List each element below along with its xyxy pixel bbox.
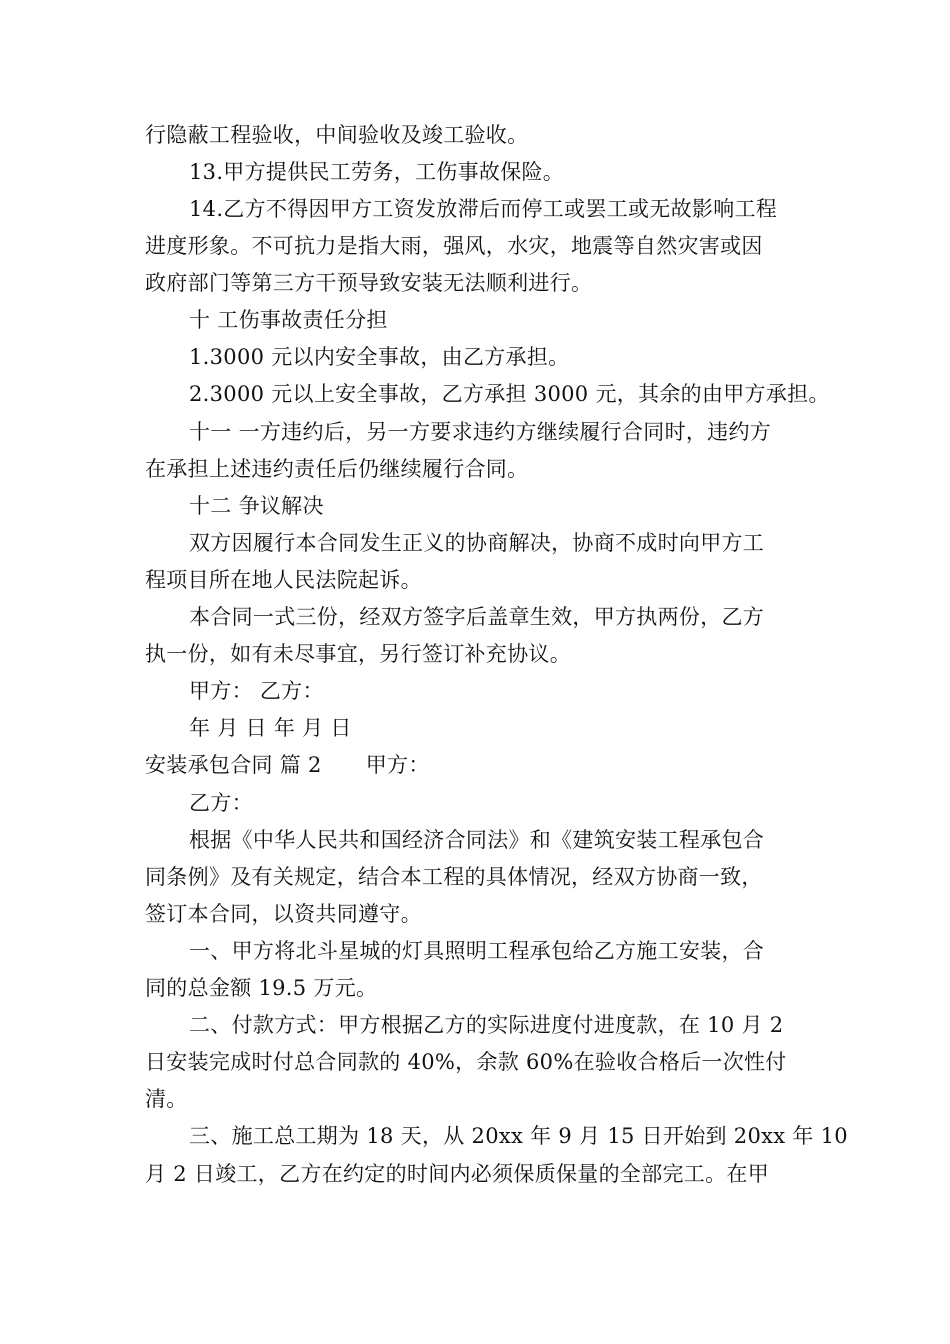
party-a-label: 甲方： [365,753,430,777]
text-line: 行隐蔽工程验收，中间验收及竣工验收。 [145,123,529,147]
clause-10-2: 2.3000 元以上安全事故，乙方承担 3000 元，其余的由甲方承担。 [189,382,830,406]
text-line: 程项目所在地人民法院起诉。 [145,568,422,592]
article-1: 一、甲方将北斗星城的灯具照明工程承包给乙方施工安装，合 [189,939,765,963]
signature-dates: 年 月 日 年 月 日 [189,716,352,740]
copies-paragraph: 本合同一式三份，经双方签字后盖章生效，甲方执两份，乙方 [189,605,765,629]
signature-parties: 甲方： 乙方： [189,679,324,703]
party-b-label: 乙方： [189,791,253,815]
text-line: 政府部门等第三方干预导致安装无法顺利进行。 [145,271,593,295]
text-line: 清。 [145,1087,188,1111]
text-line: 进度形象。不可抗力是指大雨，强风，水灾，地震等自然灾害或因 [145,234,763,258]
text-line: 签订本合同，以资共同遵守。 [145,902,422,926]
section-heading-10: 十 工伤事故责任分担 [189,308,388,332]
section-11: 十一 一方违约后，另一方要求违约方继续履行合同时，违约方 [189,420,772,444]
clause-13: 13.甲方提供民工劳务，工伤事故保险。 [189,160,565,184]
text-line: 同的总金额 19.5 万元。 [145,976,378,1000]
basis-paragraph: 根据《中华人民共和国经济合同法》和《建筑安装工程承包合 [189,828,765,852]
contract-2-title: 安装承包合同 篇 2 [145,753,322,777]
clause-10-1: 1.3000 元以内安全事故，由乙方承担。 [189,345,570,369]
text-line: 日安装完成时付总合同款的 40%，余款 60%在验收合格后一次性付 [145,1050,787,1074]
section-heading-12: 十二 争议解决 [189,494,324,518]
contract-2-heading [145,751,430,779]
text-line: 在承担上述违约责任后仍继续履行合同。 [145,457,529,481]
article-2: 二、付款方式：甲方根据乙方的实际进度付进度款，在 10 月 2 [189,1013,784,1037]
dispute-paragraph: 双方因履行本合同发生正义的协商解决，协商不成时向甲方工 [189,531,765,555]
text-line: 同条例》及有关规定，结合本工程的具体情况，经双方协商一致， [145,865,763,889]
text-line: 执一份，如有未尽事宜，另行签订补充协议。 [145,642,571,666]
clause-14: 14.乙方不得因甲方工资发放滞后而停工或罢工或无故影响工程 [189,197,778,221]
article-3: 三、施工总工期为 18 天，从 20xx 年 9 月 15 日开始到 20xx 年 10 [189,1124,848,1148]
text-line: 月 2 日竣工，乙方在约定的时间内必须保质保量的全部完工。在甲 [145,1162,770,1186]
